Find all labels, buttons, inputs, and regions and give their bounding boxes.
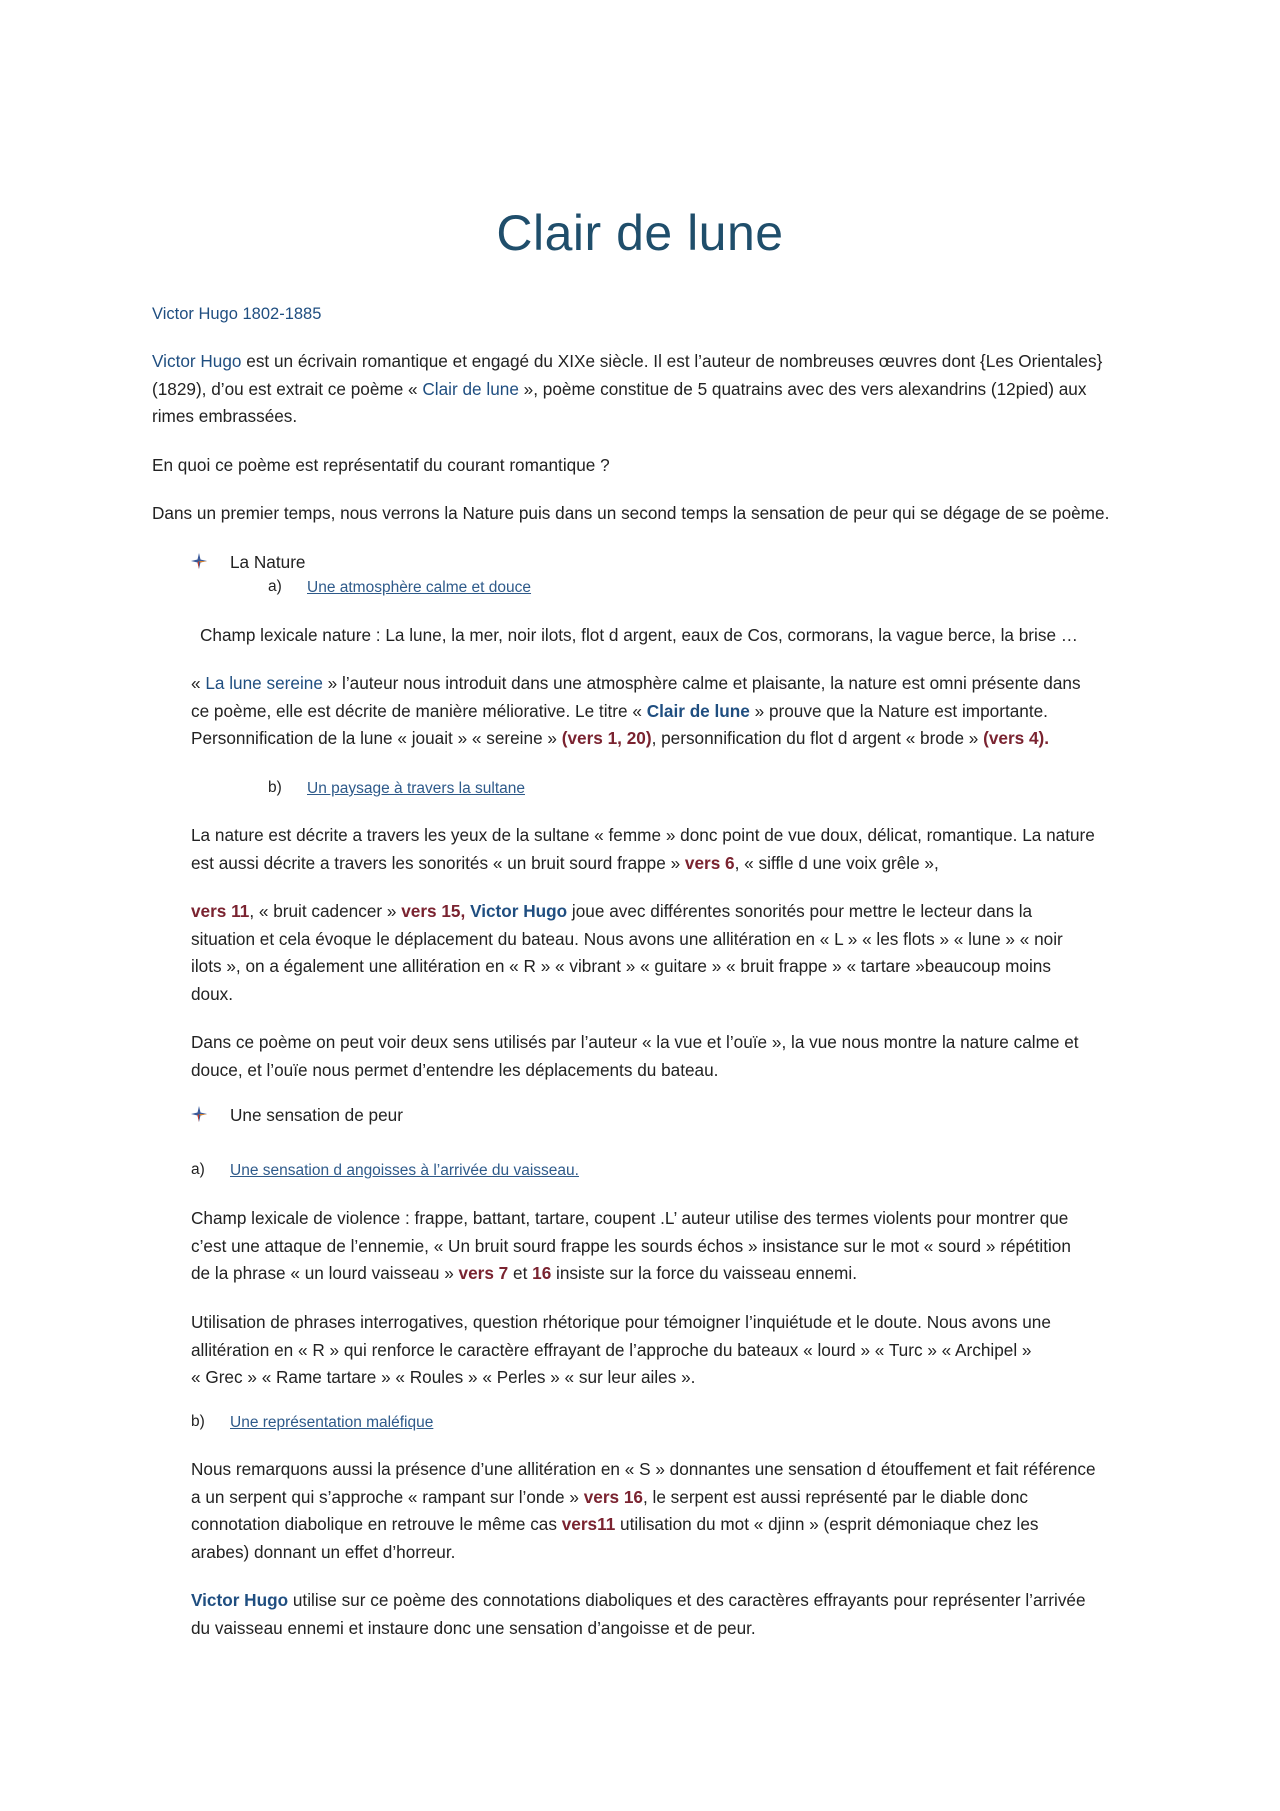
conclusion-paragraph: Victor Hugo utilise sur ce poème des connotations diaboliques et des caractères effrayants pour représenter l’arrivée du vaisseau ennemi et instaure donc une sensation d’angoisse et de peur. [191, 1590, 1086, 1638]
fear-paragraph-2: Utilisation de phrases interrogatives, question rhétorique pour témoigner l’inquiétude et le doute. Nous avons une allitération en « R » qui renforce le caractère effrayant de l’approche du bateaux « lourd » « Turc » « Archipel » « Grec » « Rame tartare » « Roules » « Perles » « sur leur ailes ». [191, 1312, 1051, 1387]
subsection-label-b: b) [268, 779, 282, 796]
section-heading-nature: La Nature [230, 552, 306, 572]
nature-paragraph-3: vers 11, « bruit cadencer » vers 15, Victor Hugo joue avec différentes sonorités pour mettre le lecteur dans la situation et cela évoque le déplacement du bateau. Nous avons une allitération en « L » « les flots » « lune » « noir ilots », on a également une allitération en « R » « vibrant » « guitare » « bruit frappe » « tartare »beaucoup moins doux. [191, 901, 1063, 1004]
nature-paragraph-1: « La lune sereine » l’auteur nous introduit dans une atmosphère calme et plaisante, la nature est omni présente dans ce poème, elle est décrite de manière méliorative. Le titre « Clair de lune » prouve que la Nature est importante. Personnification de la lune « jouait » « sereine » (vers 1, 20), personnification du flot d argent « brode » (vers 4). [191, 673, 1081, 748]
fear-paragraph-1: Champ lexicale de violence : frappe, battant, tartare, coupent .L’ auteur utilise des termes violents pour montrer que c’est une attaque de l’ennemie, « Un bruit sourd frappe les sourds échos » insistance sur le mot « sourd » répétition de la phrase « un lourd vaisseau » vers 7 et 16 insiste sur la force du vaisseau ennemi. [191, 1208, 1071, 1283]
intro-paragraph: Victor Hugo est un écrivain romantique et engagé du XIXe siècle. Il est l’auteur de nombreuses œuvres dont {Les Orientales} (1829), d’ou est extrait ce poème « Clair de lune », poème constitue de 5 quatrains avec des vers alexandrins (12pied) aux rimes embrassées. [152, 351, 1103, 426]
subsection-title-landscape[interactable]: Un paysage à travers la sultane [307, 780, 525, 797]
document-title: Clair de lune [496, 205, 784, 261]
fear-paragraph-3: Nous remarquons aussi la présence d’une allitération en « S » donnantes une sensation d étouffement et fait référence a un serpent qui s’approche « rampant sur l’onde » vers 16, le serpent est aussi représenté par le diable donc connotation diabolique en retrouve le même cas vers11 utilisation du mot « djinn » (esprit démoniaque chez les arabes) donnant un effet d’horreur. [191, 1459, 1096, 1562]
nature-paragraph-2: La nature est décrite a travers les yeux de la sultane « femme » donc point de vue doux, délicat, romantique. La nature est aussi décrite a travers les sonorités « un bruit sourd frappe » vers 6, « siffle d une voix grêle », [191, 825, 1095, 873]
plan-paragraph: Dans un premier temps, nous verrons la Nature puis dans un second temps la sensation de peur qui se dégage de se poème. [152, 503, 1110, 523]
bullet-icon [190, 552, 208, 570]
lexical-field-nature: Champ lexicale nature : La lune, la mer, noir ilots, flot d argent, eaux de Cos, cormorans, la vague berce, la brise … [200, 625, 1078, 645]
subsection-label-a: a) [191, 1161, 205, 1178]
section-heading-fear: Une sensation de peur [230, 1105, 403, 1125]
nature-paragraph-4: Dans ce poème on peut voir deux sens utilisés par l’auteur « la vue et l’ouïe », la vue nous montre la nature calme et douce, et l’ouïe nous permet d’entendre les déplacements du bateau. [191, 1032, 1079, 1080]
problem-question: En quoi ce poème est représentatif du courant romantique ? [152, 455, 610, 475]
subsection-title-malefic[interactable]: Une représentation maléfique [230, 1414, 434, 1431]
subsection-label-a: a) [268, 578, 282, 595]
author-line: Victor Hugo 1802-1885 [152, 305, 322, 323]
bullet-icon [190, 1105, 208, 1123]
subsection-title-anguish[interactable]: Une sensation d angoisses à l’arrivée du vaisseau. [230, 1162, 579, 1179]
subsection-title-calm-atmosphere[interactable]: Une atmosphère calme et douce [307, 579, 532, 596]
subsection-label-b: b) [191, 1413, 205, 1430]
